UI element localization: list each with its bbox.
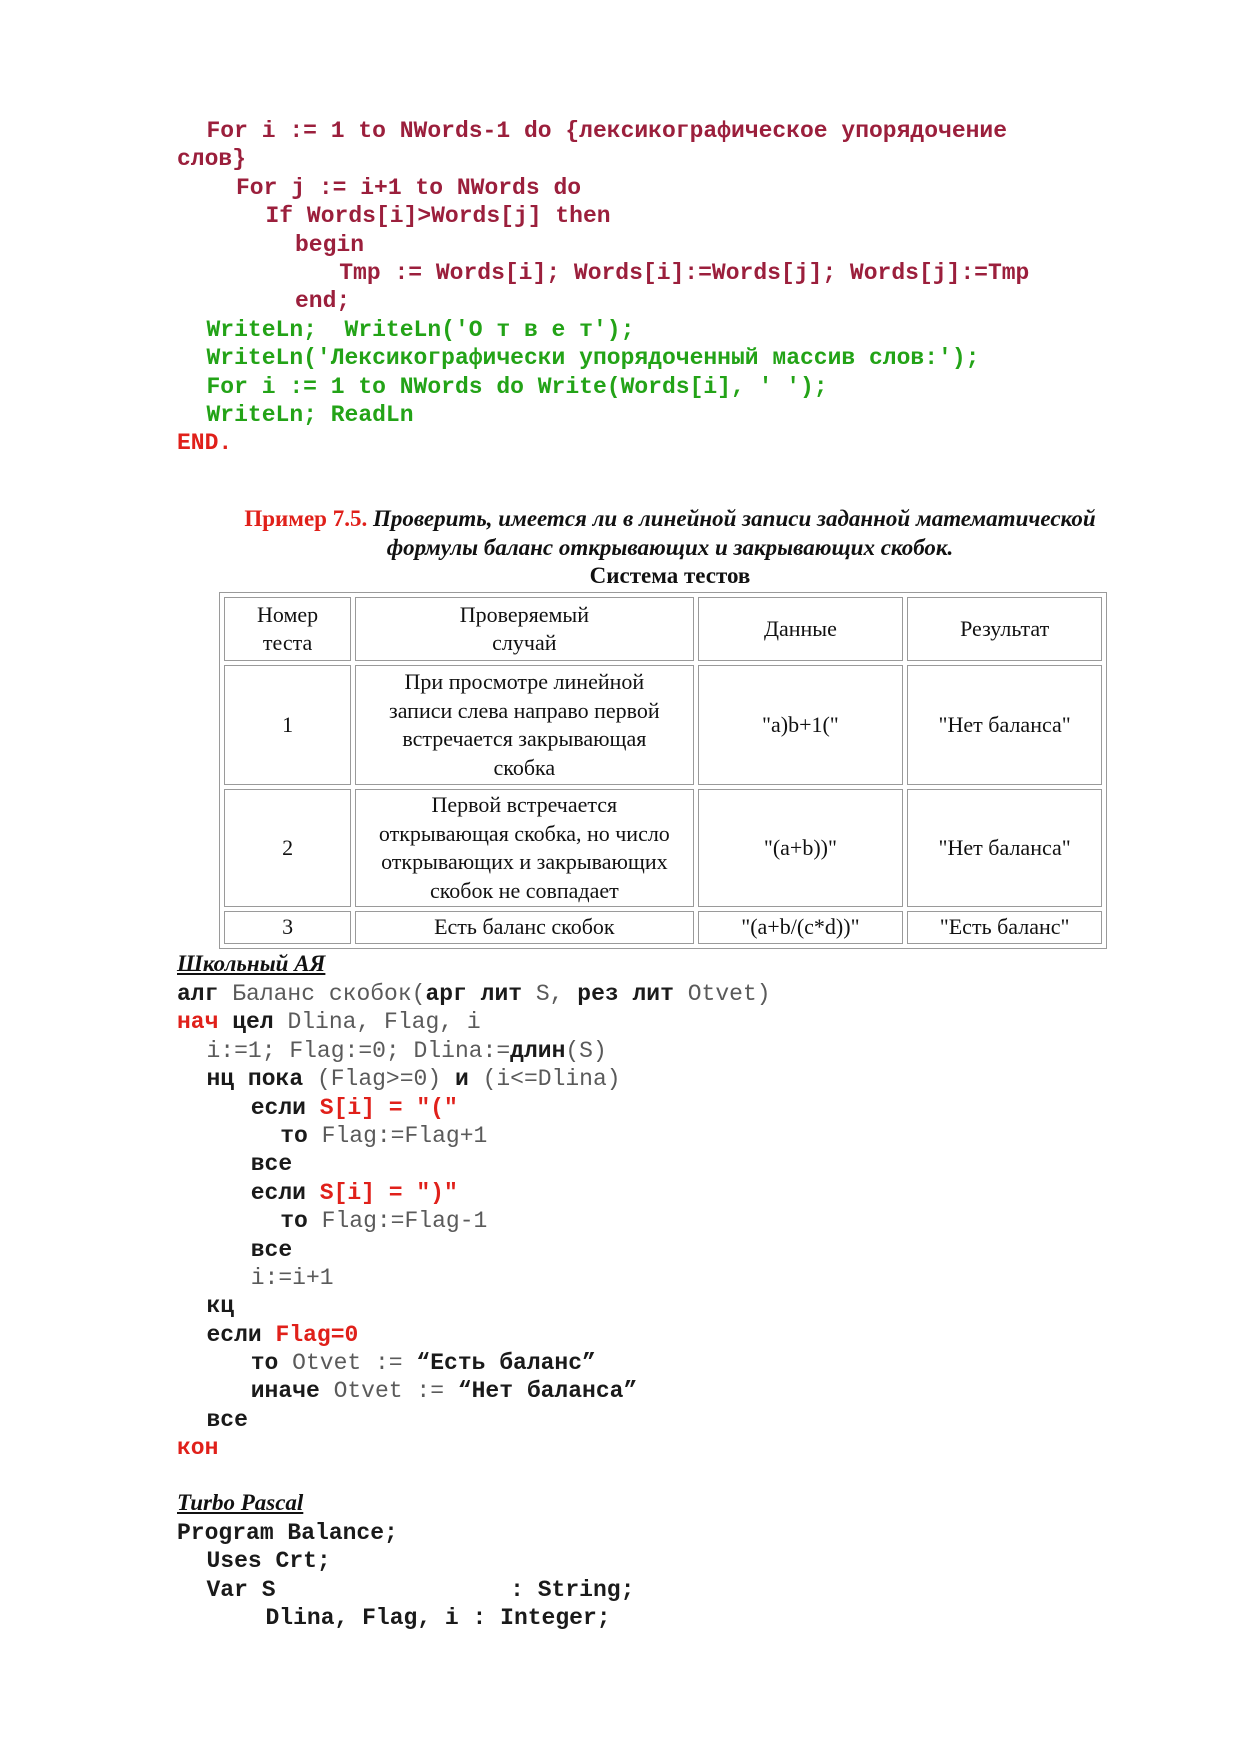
code-line bbox=[177, 202, 1029, 230]
code-line bbox=[177, 344, 1029, 372]
cell-data: "(a+b/(c*d))" bbox=[698, 911, 904, 944]
header-cell-data: Данные bbox=[698, 597, 904, 661]
code-token: рез лит bbox=[577, 981, 688, 1007]
pascal-code-block-top bbox=[177, 117, 1029, 458]
pascal-section-heading: Turbo Pascal bbox=[177, 1490, 304, 1515]
school-code-block bbox=[177, 980, 771, 1463]
code-token: и bbox=[454, 1066, 483, 1093]
example-text-line1: Проверить, имеется ли в линейной записи заданной математической bbox=[372, 506, 1096, 531]
cell-number: 3 bbox=[224, 911, 351, 944]
code-token: Tmp := Words[i]; Words[i]:=Words[j]; Words[j]:=Tmp bbox=[339, 259, 1030, 286]
cell-case: Есть баланс скобок bbox=[355, 911, 693, 944]
code-token: все bbox=[250, 1236, 293, 1263]
code-token: если bbox=[206, 1321, 276, 1348]
code-token: “Есть баланс” bbox=[416, 1350, 596, 1377]
code-line bbox=[177, 1094, 771, 1122]
code-token: если bbox=[250, 1179, 320, 1206]
code-line bbox=[177, 1037, 771, 1065]
code-token: “Нет баланса” bbox=[457, 1378, 638, 1405]
table-row bbox=[224, 789, 1102, 907]
code-line bbox=[177, 1349, 771, 1377]
code-line bbox=[177, 1264, 771, 1292]
cell-result: "Нет баланса" bbox=[907, 789, 1102, 907]
code-line bbox=[177, 1008, 771, 1036]
code-token: нц пока bbox=[206, 1066, 317, 1093]
code-token: слов} bbox=[177, 146, 247, 173]
code-token: S, bbox=[535, 981, 578, 1007]
code-token: Dlina, Flag, i : Integer; bbox=[265, 1605, 611, 1632]
code-token: все bbox=[206, 1406, 248, 1433]
code-line bbox=[177, 1207, 771, 1235]
code-line bbox=[177, 1434, 771, 1462]
pascal-code-block bbox=[177, 1519, 634, 1633]
example-label: Пример 7.5. bbox=[244, 506, 368, 531]
code-token: For i := 1 to NWords-1 do {лексикографическое упорядочение bbox=[206, 118, 1008, 144]
code-token: цел bbox=[232, 1009, 288, 1036]
code-line bbox=[177, 259, 1029, 287]
code-line bbox=[177, 145, 1029, 173]
code-token: Uses Crt; bbox=[206, 1548, 331, 1575]
code-line bbox=[177, 1519, 634, 1547]
code-token: END. bbox=[177, 430, 233, 457]
code-line bbox=[177, 373, 1029, 401]
code-line bbox=[177, 1321, 771, 1349]
code-line bbox=[177, 980, 771, 1008]
cell-number: 2 bbox=[224, 789, 351, 907]
code-token: (Flag>=0) bbox=[316, 1066, 455, 1093]
code-token: нач bbox=[177, 1009, 233, 1036]
code-token: то bbox=[280, 1208, 322, 1235]
code-token: Otvet) bbox=[687, 981, 771, 1007]
code-token: (S) bbox=[565, 1037, 607, 1064]
code-token: Flag:=Flag-1 bbox=[321, 1208, 488, 1235]
code-line bbox=[177, 1547, 634, 1575]
code-token: i:=i+1 bbox=[250, 1264, 334, 1291]
example-caption bbox=[200, 504, 1140, 562]
code-line bbox=[177, 117, 1029, 145]
code-line bbox=[177, 1377, 771, 1405]
code-line bbox=[177, 1604, 634, 1632]
code-token: длин bbox=[510, 1037, 566, 1064]
code-line bbox=[177, 1150, 771, 1178]
code-line bbox=[177, 1179, 771, 1207]
code-token: WriteLn; WriteLn('О т в е т'); bbox=[206, 316, 635, 343]
code-token: Dlina, Flag, i bbox=[287, 1009, 481, 1036]
code-line bbox=[177, 401, 1029, 429]
code-line bbox=[177, 1236, 771, 1264]
code-token: Var S : String; bbox=[206, 1576, 635, 1603]
code-token: кон bbox=[177, 1435, 219, 1462]
code-line bbox=[177, 1292, 771, 1320]
code-token: begin bbox=[295, 231, 365, 258]
header-cell-number: Номер теста bbox=[224, 597, 351, 661]
code-line bbox=[177, 287, 1029, 315]
code-token: алг bbox=[177, 981, 233, 1007]
code-line bbox=[177, 1065, 771, 1093]
table-header-row bbox=[224, 597, 1102, 661]
code-token: иначе bbox=[250, 1378, 334, 1405]
cell-result: "Есть баланс" bbox=[907, 911, 1102, 944]
tests-table-title: Система тестов bbox=[589, 563, 751, 588]
code-token: WriteLn; ReadLn bbox=[206, 401, 414, 428]
code-token: Баланс скобок( bbox=[232, 981, 426, 1007]
table-row bbox=[224, 665, 1102, 785]
school-section-heading: Школьный АЯ bbox=[177, 951, 326, 976]
code-line bbox=[177, 316, 1029, 344]
code-token: арг лит bbox=[425, 981, 536, 1007]
code-token: Flag:=Flag+1 bbox=[321, 1122, 488, 1149]
cell-case: При просмотре линейной записи слева направо первой встречается закрывающая скобка bbox=[355, 665, 693, 785]
code-token: Program Balance; bbox=[177, 1520, 398, 1546]
cell-result: "Нет баланса" bbox=[907, 665, 1102, 785]
tests-table bbox=[219, 592, 1107, 949]
code-token: Otvet := bbox=[292, 1350, 417, 1377]
cell-data: "a)b+1(" bbox=[698, 665, 904, 785]
table-row bbox=[224, 911, 1102, 944]
code-token: (i<=Dlina) bbox=[482, 1066, 621, 1093]
code-token: i:=1; Flag:=0; Dlina:= bbox=[206, 1037, 511, 1064]
code-line bbox=[177, 429, 1029, 457]
code-token: кц bbox=[206, 1293, 235, 1320]
code-token: Flag=0 bbox=[275, 1321, 359, 1348]
code-line bbox=[177, 174, 1029, 202]
code-token: Otvet := bbox=[333, 1378, 458, 1405]
code-token: If Words[i]>Words[j] then bbox=[265, 203, 611, 230]
code-token: то bbox=[280, 1122, 322, 1149]
code-token: то bbox=[250, 1350, 293, 1377]
code-line bbox=[177, 1406, 771, 1434]
code-token: S[i] = "(" bbox=[319, 1094, 458, 1121]
cell-case: Первой встречается открывающая скобка, но число открывающих и закрывающих скобок не совпадает bbox=[355, 789, 693, 907]
code-token: S[i] = ")" bbox=[319, 1179, 458, 1206]
header-cell-result: Результат bbox=[907, 597, 1102, 661]
header-cell-case: Проверяемый случай bbox=[355, 597, 693, 661]
code-line bbox=[177, 231, 1029, 259]
code-token: For j := i+1 to NWords do bbox=[236, 174, 582, 201]
code-line bbox=[177, 1122, 771, 1150]
code-token: For i := 1 to NWords do Write(Words[i], ' '); bbox=[206, 373, 828, 400]
code-token: end; bbox=[295, 288, 351, 315]
example-text-line2: формулы баланс открывающих и закрывающих скобок. bbox=[386, 535, 954, 560]
code-token: все bbox=[250, 1151, 293, 1178]
cell-number: 1 bbox=[224, 665, 351, 785]
code-token: WriteLn('Лексикографически упорядоченный массив слов:'); bbox=[206, 345, 980, 372]
code-token: если bbox=[250, 1094, 320, 1121]
cell-data: "(a+b))" bbox=[698, 789, 904, 907]
code-line bbox=[177, 1576, 634, 1604]
